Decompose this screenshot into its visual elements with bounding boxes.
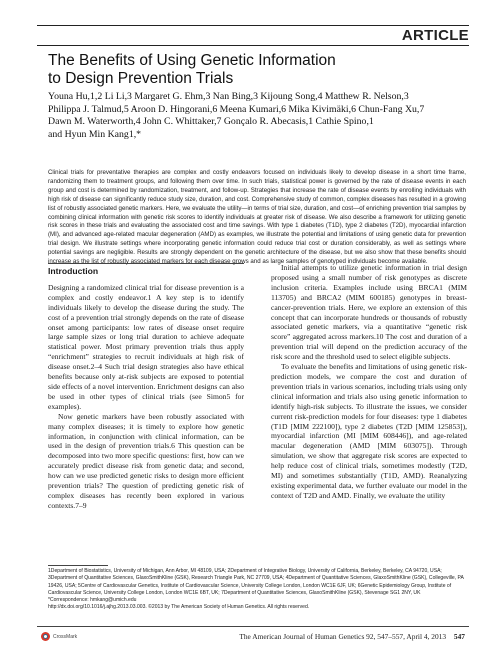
authors-line-1: Youna Hu,1,2 Li Li,3 Margaret G. Ehm,3 Nan Bing,3 Kijoung Song,4 Matthew R. Nelson,3 xyxy=(48,91,409,102)
doi-line: http://dx.doi.org/10.1016/j.ajhg.2013.03.003. ©2013 by The American Society of Human Genetics. All rights reserved. xyxy=(48,604,310,611)
journal-citation-footer xyxy=(239,632,465,641)
title-line-1: The Benefits of Using Genetic Information xyxy=(48,52,336,69)
paper-title xyxy=(48,52,468,88)
page-number: 547 xyxy=(453,632,465,641)
header-top-rule xyxy=(37,25,469,26)
title-line-2: to Design Prevention Trials xyxy=(48,70,234,87)
header-bottom-rule xyxy=(37,45,469,46)
author-list xyxy=(48,91,468,141)
introduction-heading: Introduction xyxy=(48,263,244,277)
authors-line-2: Philippa J. Talmud,5 Aroon D. Hingorani,6 Meena Kumari,6 Mika Kivimäki,6 Chun-Fang Xu,7 xyxy=(48,103,425,115)
authors-line-3: Dawn M. Waterworth,4 John C. Whittaker,7 Gonçalo R. Abecasis,1 Cathie Spino,1 xyxy=(48,116,374,128)
left-column xyxy=(48,263,244,511)
intro-paragraph-1: Designing a randomized clinical trial for disease prevention is a complex and costly endeavor.1 A key step is to identify individuals likely to develop the disease during the study. The cost of a prevention trial strongly depends on the rate of disease onset among participants: low rates of disease onset require large sample sizes or long trial duration to achieve adequate statistical power. Most primary prevention trials thus apply “enrichment” strategies to recruit individuals at high risk of disease onset.2–4 Such trial design strategies also have ethical benefits because only at-risk subjects are exposed to potential side effects of a novel intervention. Enrichment designs can also be used in other types of clinical trials (see Simon5 for examples). xyxy=(48,282,244,411)
crossmark-icon xyxy=(41,632,50,641)
abstract: Clinical trials for preventative therapies are complex and costly endeavors focused on individuals likely to develop disease in a short time frame, randomizing them to treatment groups, and following them over time. In such trials, statistical power is governed by the rate of disease events in each group and cost is determined by randomization, treatment, and follow-up. Strategies that increase the rate of disease events by enrolling individuals with high risk of disease can significantly reduce study size, duration, and cost. Comprehensive study of common, complex diseases has resulted in a growing list of robustly associated genetic markers. Here, we evaluate the utility—in terms of trial size, duration, and cost—of enriching prevention trial samples by combining clinical information with genetic risk scores to identify individuals at greater risk of disease. We also describe a framework for utilizing genetic risk scores in these trials and evaluating the associated cost and time savings. With type 1 diabetes (T1D), type 2 diabetes (T2D), myocardial infarction (MI), and advanced age-related macular degeneration (AMD) as examples, we illustrate the potential and limitations of using genetic data for prevention trial design. We illustrate settings where incorporating genetic information could reduce trial cost or duration considerably, as well as settings where potential savings are negligible. Results are strongly dependent on the genetic architecture of the disease, but we also show that these benefits should increase as the list of robustly associated markers for each disease grows and as large samples of genotyped individuals become available. xyxy=(48,169,466,266)
footer-rule xyxy=(37,626,469,627)
intro-paragraph-3: Initial attempts to utilize genetic information in trial design proposed using a small number of risk genotypes as discrete inclusion criteria. Examples include using BRCA1 (MIM 113705) and BRCA2 (MIM 600185) genotypes in breast-cancer-prevention trials. Here, we explore an extension of this concept that can incorporate hundreds or thousands of robustly associated genetic markers, via a quantitative “genetic risk score” aggregated across markers.10 The cost and duration of a prevention trial will depend on the prediction accuracy of the risk score and the threshold used to select eligible subjects. xyxy=(271,263,467,362)
correspondence: *Correspondence: hmkang@umich.edu xyxy=(48,597,137,604)
footnote-rule xyxy=(48,565,108,566)
right-column xyxy=(271,263,467,501)
article-type-label: ARTICLE xyxy=(401,27,469,44)
intro-paragraph-4: To evaluate the benefits and limitations of using genetic risk-prediction models, we compare the cost and duration of prevention trials in various scenarios, including trials using only clinical information and trials also using genetic information to identify high-risk subjects. To illustrate the issues, we consider current risk-prediction models for four diseases: type 1 diabetes (T1D [MIM 222100]), type 2 diabetes (T2D [MIM 125853]), myocardial infarction (MI [MIM 608446]), and age-related macular degeneration (AMD [MIM 603075]). Through simulation, we show that aggregate risk scores are expected to help reduce cost of clinical trials, sometimes modestly (T2D, MI) and sometimes substantially (T1D, AMD). Reanalyzing existing experimental data, we further evaluate our model in the context of T2D and AMD. Finally, we evaluate the utility xyxy=(271,362,467,500)
intro-paragraph-2: Now genetic markers have been robustly associated with many complex diseases; it is timely to explore how genetic information, in conjunction with clinical information, can be used in the design of prevention trials.6 This question can be decomposed into two more specific questions: first, how can we accurately predict disease risk from genetic data; and second, how can we use predicted genetic risks to design more efficient prevention trials? The question of predicting genetic risk of complex diseases has recently been explored in various contexts.7–9 xyxy=(48,411,244,510)
journal-citation: The American Journal of Human Genetics 92, 547–557, April 4, 2013 xyxy=(239,632,447,641)
crossmark-badge[interactable] xyxy=(41,632,77,641)
authors-line-4: and Hyun Min Kang1,* xyxy=(48,128,142,140)
crossmark-label: CrossMark xyxy=(53,633,78,640)
footnotes xyxy=(48,568,466,612)
affiliations: 1Department of Biostatistics, University of Michigan, Ann Arbor, MI 48109, USA; 2Department of Integrative Biology, University of California, Berkeley, Berkeley, CA 94720, USA; 3Department of Quantitative Sciences, GlaxoSmithKline (GSK), Research Triangle Park, NC 27709, USA; 4Department of Quantitative Sciences, GlaxoSmithKline (GSK), Collegeville, PA 19426, USA; 5Centre of Cardiovascular Genetics, Institute of Cardiovascular Science, University College London, London WC1E 6JF, UK; 6Genetic Epidemiology Group, Institute of Cardiovascular Science, University College London, London WC1E 6BT, UK; 7Department of Quantitative Sciences, GlaxoSmithKline (GSK), Stevenage SG1 2NY, UK xyxy=(48,568,464,596)
